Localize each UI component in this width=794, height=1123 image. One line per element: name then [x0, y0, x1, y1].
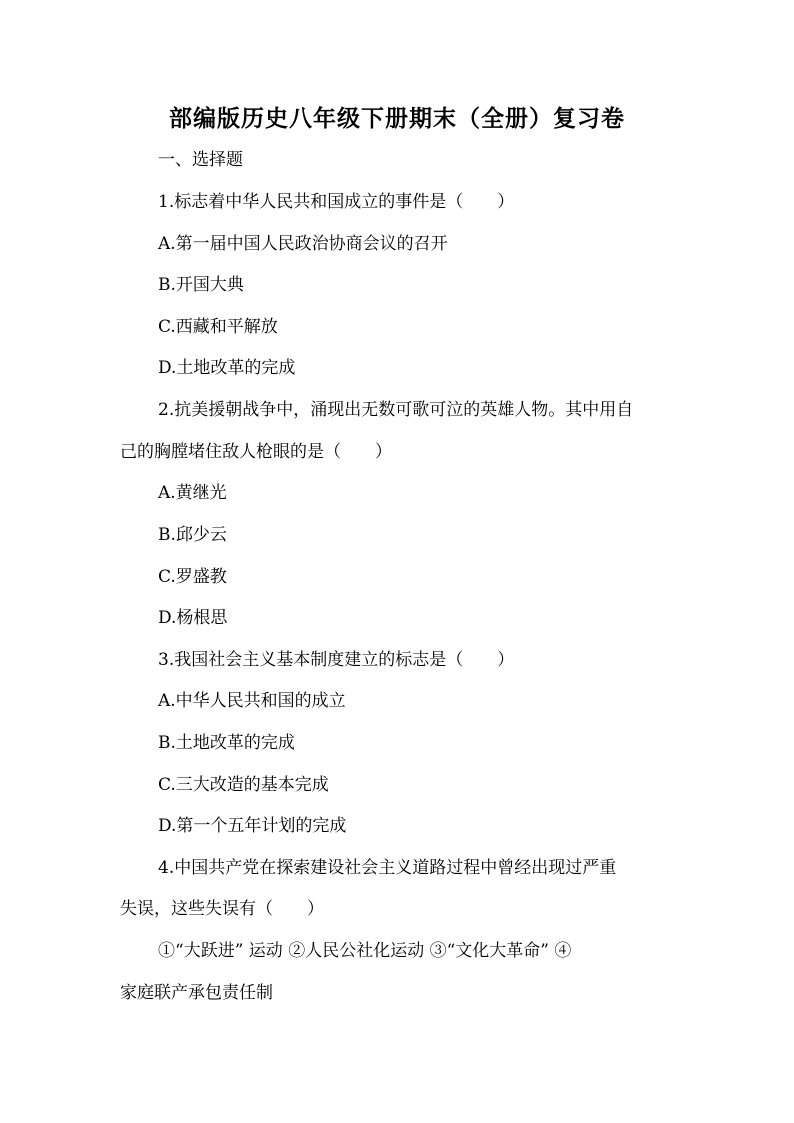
question-3-stem: 3.我国社会主义基本制度建立的标志是（ ）	[158, 650, 515, 670]
question-2-stem-line-1: 2.抗美援朝战争中，涌现出无数可歌可泣的英雄人物。其中用自	[158, 400, 634, 420]
question-4-items-line-2: 家庭联产承包责任制	[120, 983, 273, 1003]
question-1-option-c: C.西藏和平解放	[158, 317, 278, 337]
question-2-option-a: A.黄继光	[158, 483, 227, 503]
question-3-option-b: B.土地改革的完成	[158, 733, 295, 753]
question-3-option-c: C.三大改造的基本完成	[158, 775, 329, 795]
question-4-items-line-1: ①“大跃进” 运动 ②人民公社化运动 ③“文化大革命” ④	[158, 941, 572, 961]
page-title: 部编版历史八年级下册期末（全册）复习卷	[169, 105, 625, 132]
question-3-option-d: D.第一个五年计划的完成	[158, 816, 347, 836]
question-2-stem-line-2: 己的胸膛堵住敌人枪眼的是（ ）	[120, 442, 392, 462]
question-1-option-d: D.土地改革的完成	[158, 358, 296, 378]
question-3-option-a: A.中华人民共和国的成立	[158, 691, 346, 711]
question-2-option-d: D.杨根思	[158, 608, 228, 628]
question-2-option-b: B.邱少云	[158, 525, 227, 545]
question-1-stem: 1.标志着中华人民共和国成立的事件是（ ）	[158, 192, 515, 212]
question-4-stem-line-1: 4.中国共产党在探索建设社会主义道路过程中曾经出现过严重	[158, 858, 617, 878]
section-heading: 一、选择题	[158, 150, 243, 170]
question-1-option-b: B.开国大典	[158, 275, 244, 295]
question-4-stem-line-2: 失误，这些失误有（ ）	[120, 899, 324, 919]
question-2-option-c: C.罗盛教	[158, 567, 227, 587]
question-1-option-a: A.第一届中国人民政治协商会议的召开	[158, 234, 448, 254]
